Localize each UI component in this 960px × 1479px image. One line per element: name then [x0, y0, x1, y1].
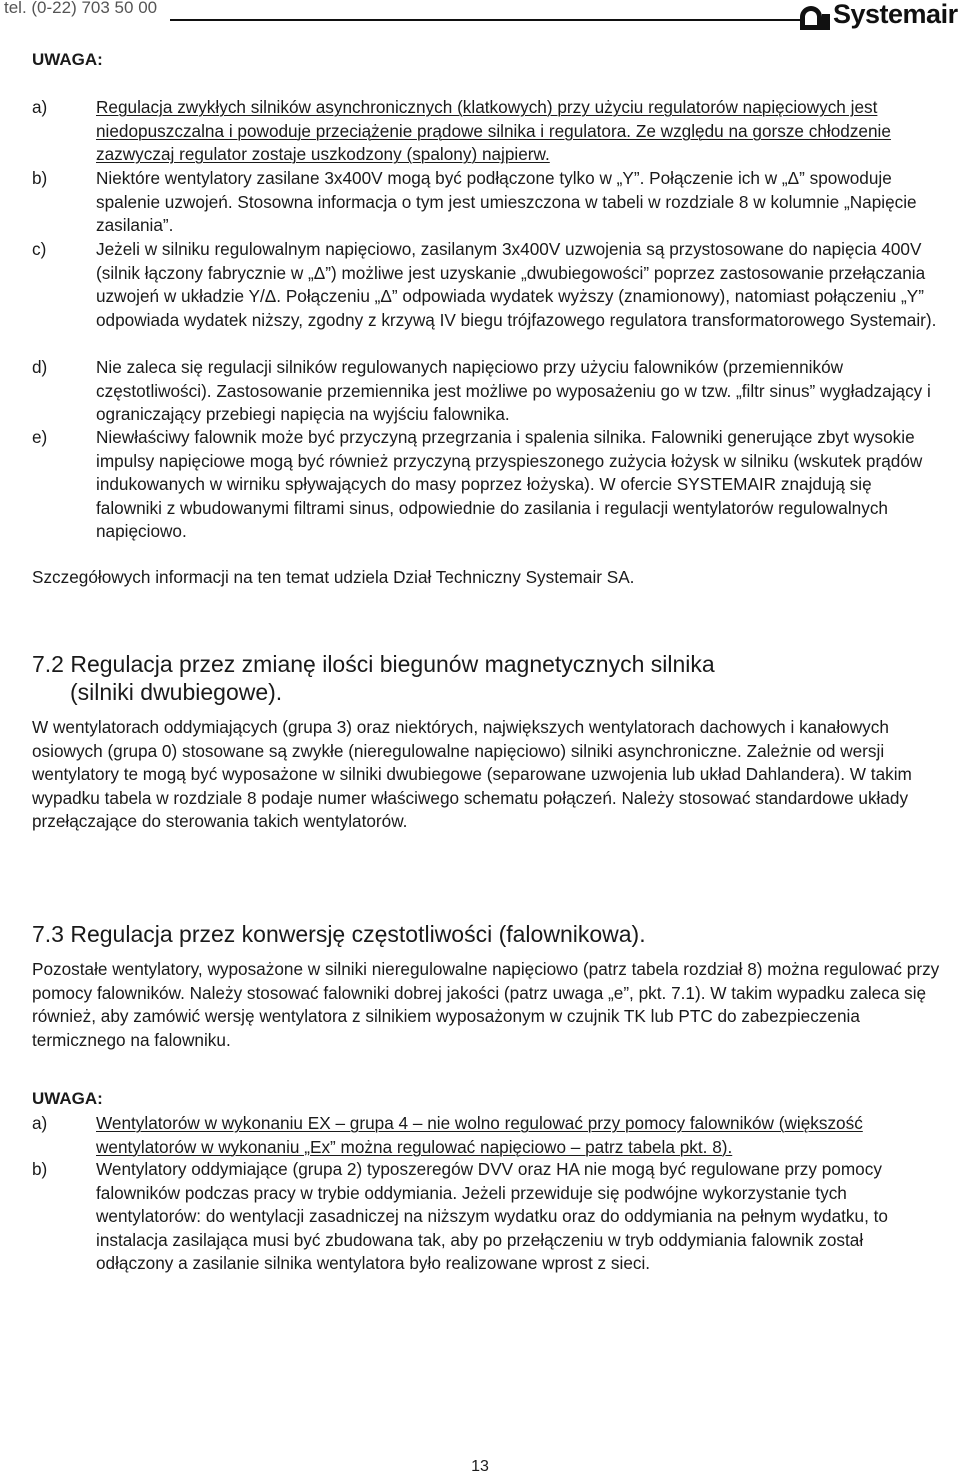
section-7-3-title: 7.3 Regulacja przez konwersję częstotliwości (falownikowa).	[32, 921, 646, 947]
section-7-2-title-line2: (silniki dwubiegowe).	[70, 679, 283, 705]
note1-item-d-text: Nie zaleca się regulacji silników regulowanych napięciowo przy użyciu falowników (przemienników częstotliwości). Zastosowanie przemiennika jest możliwe po wyposażeniu go w tzw. „filtr sinus” wygładzający i ograniczający przebiegi napięcia na wyjściu falownika.	[96, 357, 931, 425]
note1-item-c	[32, 238, 942, 332]
header-phone: tel. (0-22) 703 50 00	[4, 0, 158, 17]
note1-item-b	[32, 167, 942, 238]
note1-item-a-text: Regulacja zwykłych silników asynchronicznych (klatkowych) przy użyciu regulatorów napięciowych jest niedopuszczalna i powoduje przeciążenie prądowe silnika i regulatora. Ze względu na gorsze chłodzenie zazwyczaj regulator zostaje uszkodzony (spalony) najpierw.	[96, 97, 891, 165]
note2-item-b-text: Wentylatory oddymiające (grupa 2) typoszeregów DVV oraz HA nie mogą być regulowane przy pomocy falowników podczas pracy w trybie oddymiania. Jeżeli przewiduje się podwójne wykorzystanie tych wentylatorów: do wentylacji zasadniczej na niższym wydatku oraz do oddymiania na pełnym wydatku, to instalacja zasilająca musi być zbudowana tak, aby po przełączeniu w tryb oddymiania falownik został odłączony a zasilanie silnika wentylatora było realizowane wprost z sieci.	[96, 1159, 888, 1274]
section-7-2-body: W wentylatorach oddymiających (grupa 3) oraz niektórych, największych wentylatorach dachowych i kanałowych osiowych (grupa 0) stosowane są zwykłe (nieregulowalne napięciowo) silniki asynchroniczne. Zależnie od wersji wentylatory te mogą być wyposażone w silniki dwubiegowe (separowane uzwojenia lub układ Dahlandera). W takim wypadku tabela w rozdziale 8 podaje numer właściwego schematu połączeń. Należy stosować standardowe układy przełączające do sterowania takich wentylatorów.	[32, 717, 912, 832]
logo-wordmark: Systemair	[833, 0, 958, 30]
note2-item-b	[32, 1158, 942, 1276]
note1-item-b-label: b)	[32, 168, 48, 188]
info-line: Szczegółowych informacji na ten temat udziela Dział Techniczny Systemair SA.	[32, 567, 635, 587]
note1-item-e-label: e)	[32, 427, 48, 447]
section-7-2-title-line1: 7.2 Regulacja przez zmianę ilości biegunów magnetycznych silnika	[32, 651, 715, 677]
systemair-logo	[796, 2, 958, 32]
page-number: 13	[471, 1458, 489, 1475]
note1-item-a	[32, 96, 942, 167]
note2-item-a	[32, 1112, 942, 1159]
section-7-3-body: Pozostałe wentylatory, wyposażone w silniki nieregulowalne napięciowo (patrz tabela rozdział 8) można regulować przy pomocy falowników. Należy stosować falowniki dobrej jakości (patrz uwaga „e”, pkt. 7.1). W takim wypadku zaleca się również, aby zamówić wersję wentylatora z silnikiem wyposażonym w czujnik TK lub PTC do zabezpieczenia termicznego na falowniku.	[32, 959, 940, 1050]
note1-item-d	[32, 356, 942, 427]
note2-item-a-label: a)	[32, 1113, 48, 1133]
note1-item-c-label: c)	[32, 239, 47, 259]
note1-title: UWAGA:	[32, 50, 103, 69]
note1-item-c-text: Jeżeli w silniku regulowalnym napięciowo, zasilanym 3x400V uzwojenia są przystosowane do napięcia 400V (silnik łączony fabrycznie w „Δ”) możliwe jest uzyskanie „dwubiegowości” poprzez zastosowanie przełączania uzwojeń w układzie Y/Δ. Połączeniu „Δ” odpowiada wydatek wyższy (znamionowy), natomiast połączeniu „Y” odpowiada wydatek niższy, zgodny z krzywą IV biegu trójfazowego regulatora transformatorowego Systemair).	[96, 239, 937, 330]
systemair-logo-icon	[796, 2, 832, 32]
note2-title: UWAGA:	[32, 1089, 103, 1108]
note1-item-a-label: a)	[32, 97, 48, 117]
note2-item-b-label: b)	[32, 1159, 48, 1179]
note1-item-b-text: Niektóre wentylatory zasilane 3x400V mogą być podłączone tylko w „Y”. Połączenie ich w „Δ” spowoduje spalenie uzwojeń. Stosowna informacja o tym jest umieszczona w tabeli w rozdziale 8 w kolumnie „Napięcie zasilania”.	[96, 168, 917, 236]
note2-item-a-text: Wentylatorów w wykonaniu EX – grupa 4 – nie wolno regulować przy pomocy falowników (większość wentylatorów w wykonaniu „Ex” można regulować napięciowo – patrz tabela pkt. 8).	[96, 1113, 863, 1157]
header-rule	[170, 19, 800, 21]
note1-item-d-label: d)	[32, 357, 48, 377]
section-7-2-title	[32, 650, 715, 706]
note1-item-e	[32, 426, 942, 544]
page-header	[0, 0, 960, 30]
note1-item-e-text: Niewłaściwy falownik może być przyczyną przegrzania i spalenia silnika. Falowniki generujące zbyt wysokie impulsy napięciowe mogą być również przyczyną przyspieszonego zużycia łożysk w silniku (wskutek prądów indukowanych w wirniku spływających do masy poprzez łożyska). W ofercie SYSTEMAIR znajdują się falowniki z wbudowanymi filtrami sinus, odpowiednie do zasilania i regulacji wentylatorów regulowalnych napięciowo.	[96, 427, 923, 542]
